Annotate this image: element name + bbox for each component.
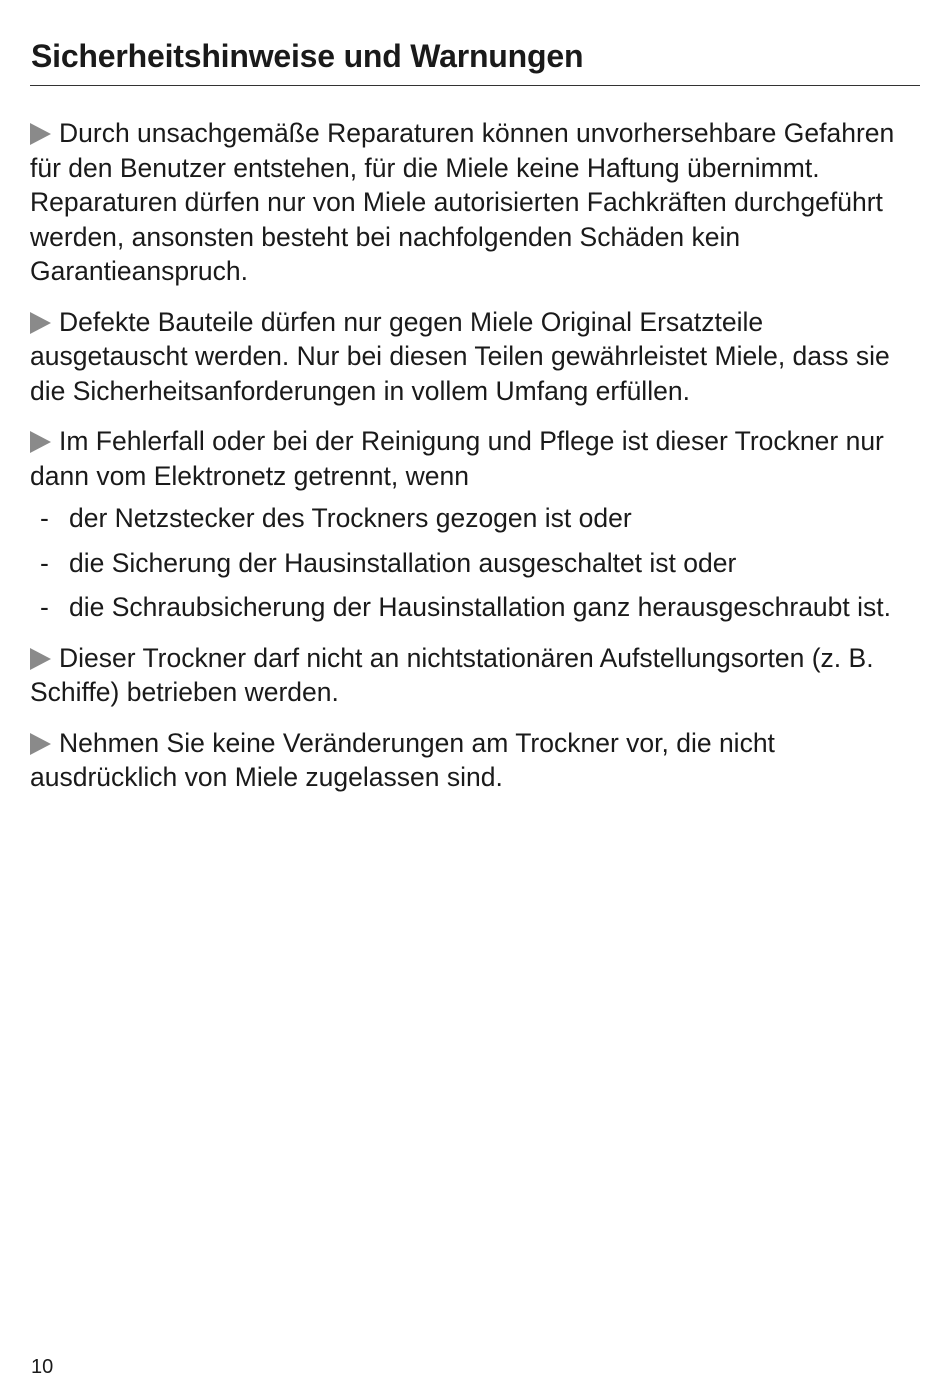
paragraph-text: Nehmen Sie keine Veränderungen am Trockner vor, die nicht ausdrücklich von Miele zugelassen sind.	[30, 727, 775, 792]
dash-bullet: -	[40, 592, 49, 622]
warning-paragraph-repairs	[30, 116, 920, 289]
safety-content	[30, 116, 920, 811]
disconnect-conditions-list	[30, 501, 920, 625]
page-number: 10	[31, 1356, 54, 1378]
warning-paragraph-spare-parts	[30, 305, 920, 409]
right-triangle-marker-icon	[30, 733, 51, 755]
title-divider	[30, 85, 920, 86]
right-triangle-marker-icon	[30, 312, 51, 334]
warning-paragraph-modifications	[30, 726, 920, 795]
right-triangle-marker-icon	[30, 648, 51, 670]
right-triangle-marker-icon	[30, 123, 51, 145]
paragraph-text: Dieser Trockner darf nicht an nichtstationären Aufstellungsorten (z. B. Schiffe) betrieben werden.	[30, 642, 874, 707]
list-item-text: der Netzstecker des Trockners gezogen ist oder	[69, 503, 632, 533]
paragraph-text: Defekte Bauteile dürfen nur gegen Miele Original Ersatzteile ausgetauscht werden. Nur bei diesen Teilen gewährleistet Miele, dass sie die Sicherheitsanforderungen in vollem Umfang erfüllen.	[30, 306, 890, 406]
list-item-text: die Schraubsicherung der Hausinstallation ganz herausgeschraubt ist.	[69, 592, 891, 622]
list-item	[30, 590, 920, 625]
right-triangle-marker-icon	[30, 431, 51, 453]
dash-bullet: -	[40, 547, 49, 578]
paragraph-text: Im Fehlerfall oder bei der Reinigung und Pflege ist dieser Trockner nur dann vom Elektronetz getrennt, wenn	[30, 426, 884, 491]
list-item	[30, 546, 920, 581]
warning-paragraph-disconnect	[30, 424, 920, 493]
dash-bullet: -	[40, 503, 49, 533]
list-item-text: die Sicherung der Hausinstallation ausgeschaltet ist oder	[69, 547, 737, 578]
warning-paragraph-stationary	[30, 641, 920, 710]
paragraph-text: Durch unsachgemäße Reparaturen können unvorhersehbare Gefahren für den Benutzer entstehen, für die Miele keine Haftung übernimmt. Reparaturen dürfen nur von Miele autorisierten Fachkräften durchgeführt werden, ansonsten besteht bei nachfolgenden Schäden kein Garantieanspruch.	[30, 118, 895, 286]
page-title: Sicherheitshinweise und Warnungen	[31, 38, 584, 74]
list-item	[30, 501, 920, 536]
